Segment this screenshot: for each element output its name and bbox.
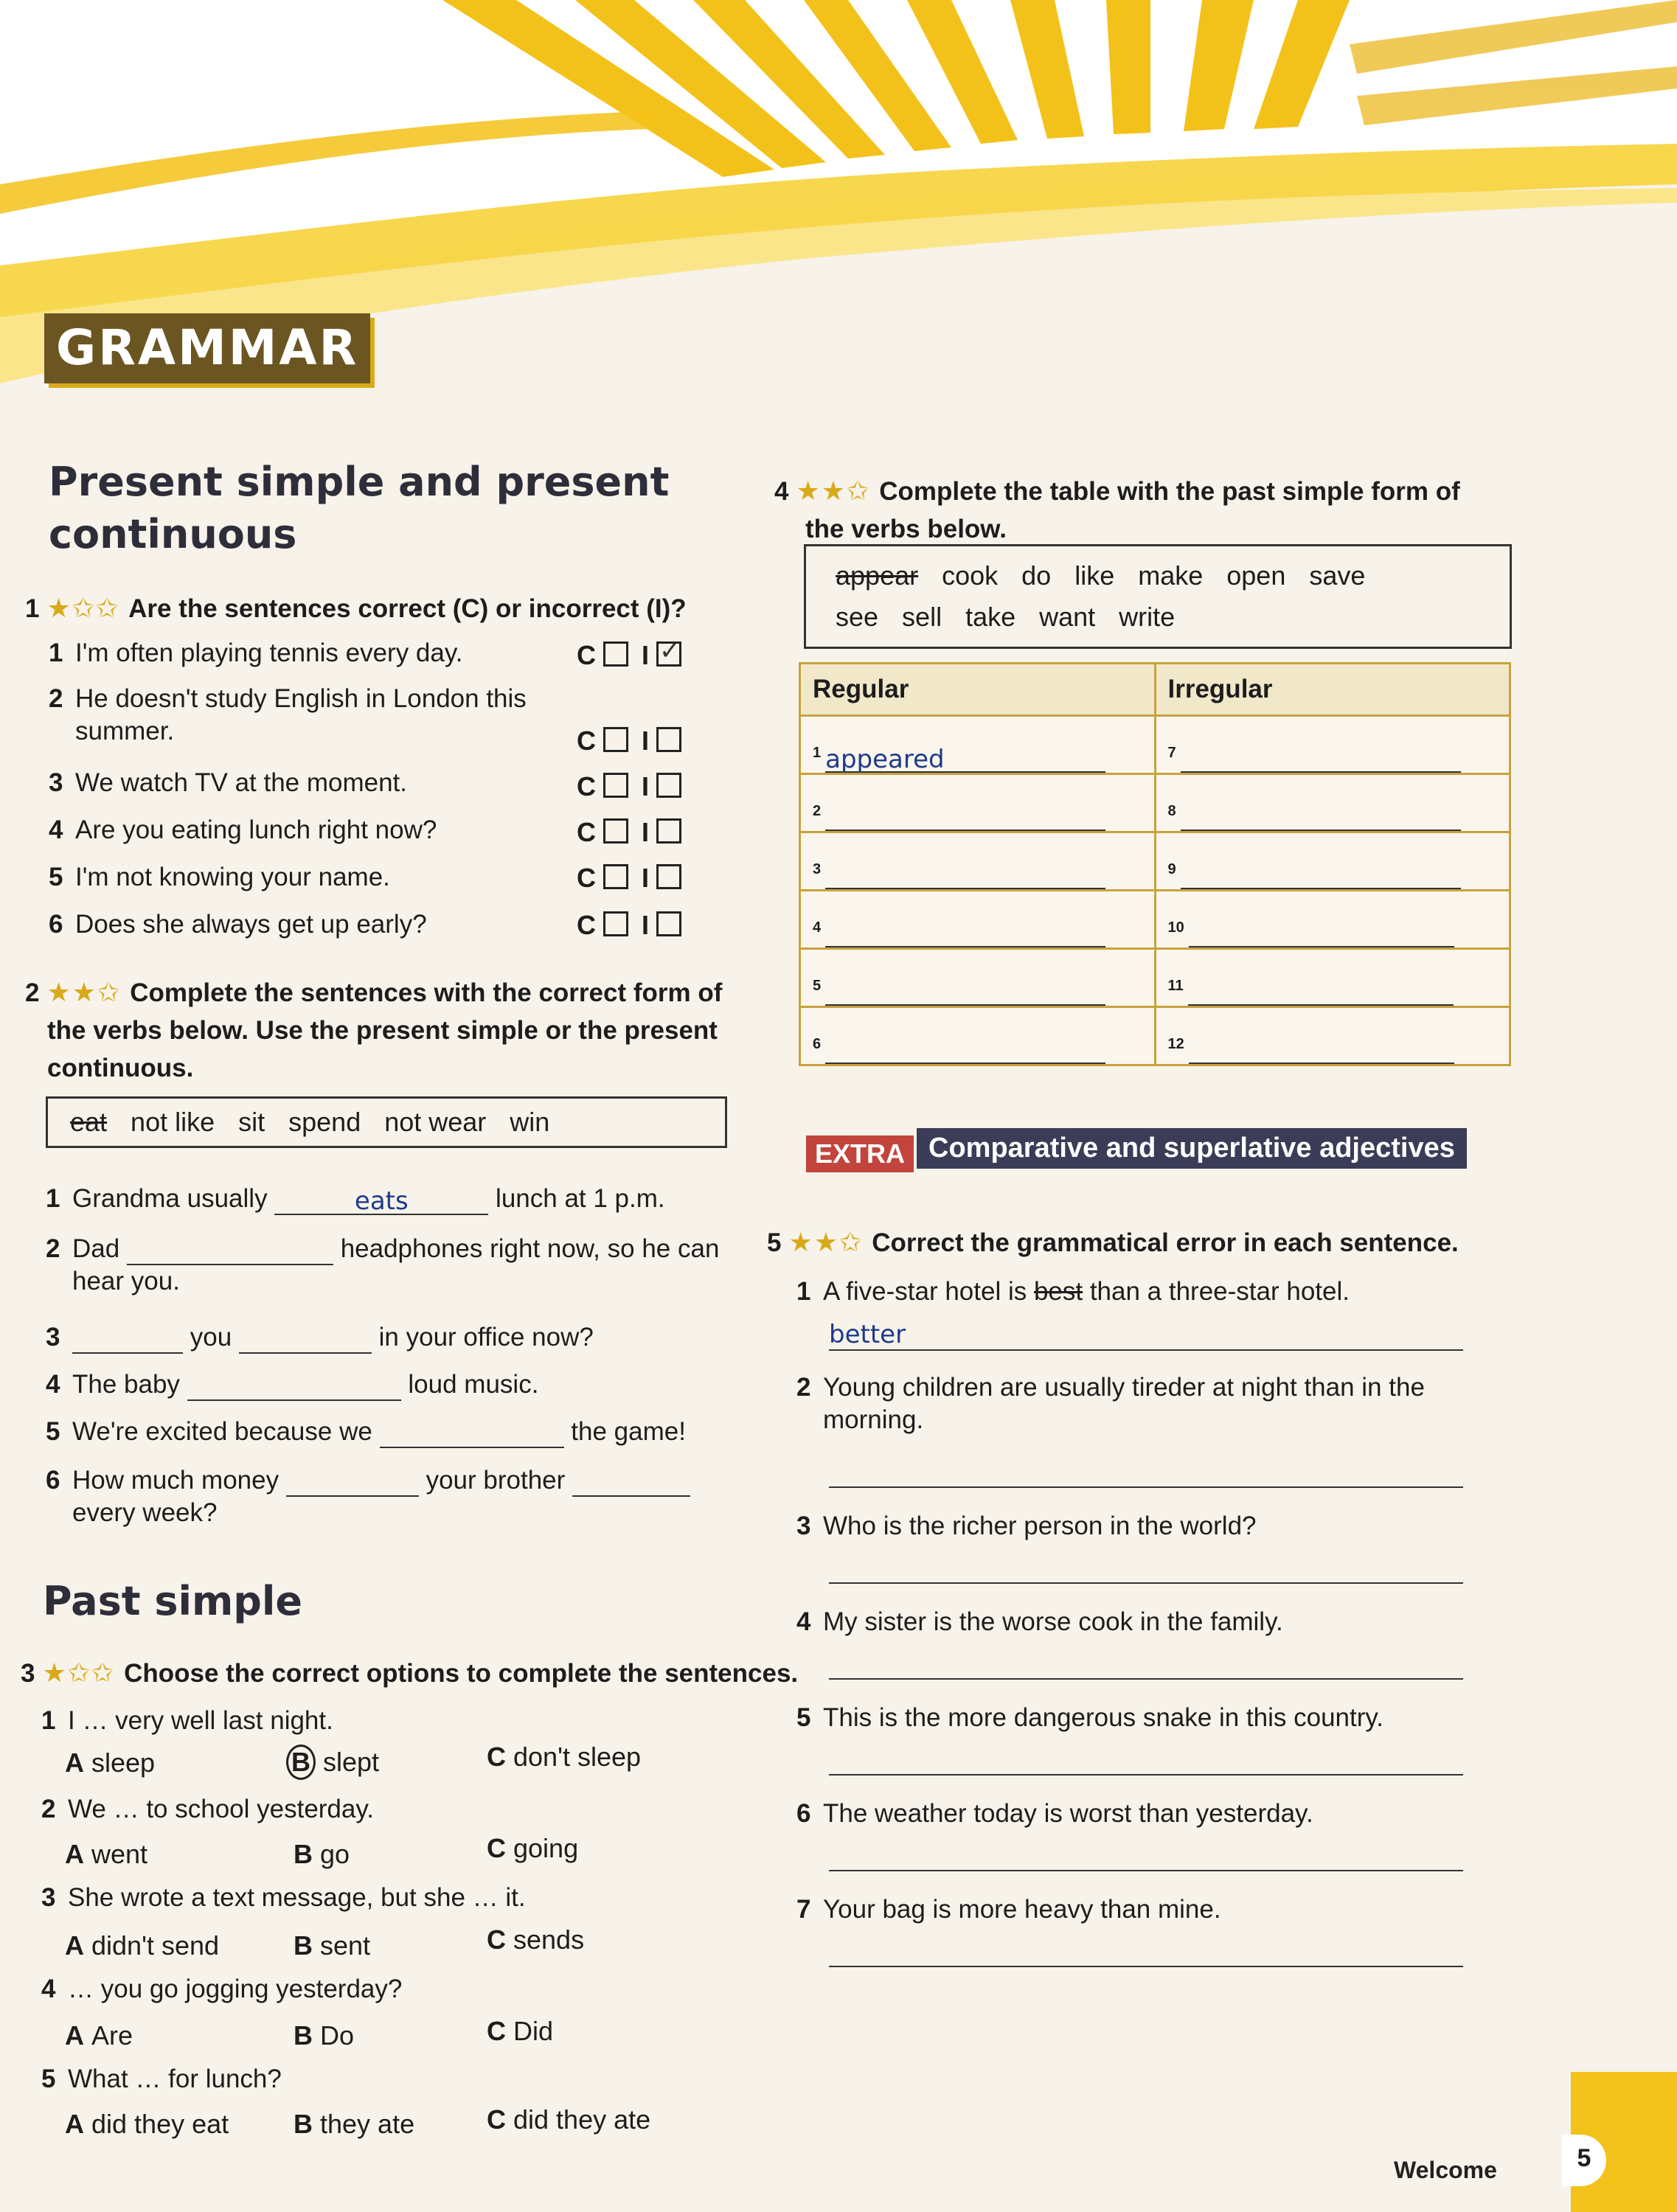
checkbox-c[interactable] [603,864,628,889]
ex3-option-1a[interactable]: A sleep [65,1747,156,1778]
ex2-item-5: 5 We're excited because we the game! [46,1416,686,1448]
ex5-item-7: 7 Your bag is more heavy than mine. [796,1895,1221,1924]
table-header-regular: Regular [800,664,1156,716]
ex3-option-3c[interactable]: C sends [487,1924,585,1955]
table-header-irregular: Irregular [1155,664,1510,716]
exercise-4-heading: 4 ★★✩ Complete the table with the past simple form of the verbs below. [774,476,1460,543]
checkbox-c[interactable] [603,773,628,798]
word-box-ex2: eat not like sit spend not wear win [46,1096,727,1148]
section-tag-grammar: GRAMMAR [44,313,370,383]
ex1-checkbox-group-6: C I [577,910,695,941]
ex5-item-6: 6 The weather today is worst than yesterday. [796,1799,1313,1828]
ex2-item-6: 6 How much money your brother every week? [46,1464,690,1529]
star-rating-icon: ★★✩ [796,476,871,506]
checkbox-i[interactable] [656,637,681,667]
ex5-answer-line-7[interactable] [829,1936,1463,1967]
circled-answer-icon: B [286,1745,316,1780]
section-title-past-simple: Past simple [43,1578,303,1624]
page-number: 5 [1562,2135,1606,2186]
ex3-option-5a[interactable]: A did they eat [65,2109,229,2139]
ex1-item-2: 2 He doesn't study English in London this summer. [49,684,527,745]
table-cell-irregular-8[interactable]: 8 [1155,774,1510,832]
exercise-number: 1 [25,594,40,623]
ex5-answer-line-4[interactable] [829,1649,1463,1680]
ex3-option-3b[interactable]: B sent [294,1930,371,1961]
section-title-line1: Present simple and present [49,459,670,505]
ex2-item-4: 4 The baby loud music. [46,1368,538,1401]
ex5-item-3: 3 Who is the richer person in the world? [796,1512,1257,1540]
ex2-item-3: 3 you in your office now? [46,1321,594,1354]
ex5-answer-line-6[interactable] [829,1840,1463,1871]
answer-blank[interactable] [187,1371,401,1401]
ex2-item-1: 1 Grandma usually eats lunch at 1 p.m. [46,1184,665,1216]
checkbox-c[interactable] [603,727,628,752]
ex1-item-4: 4 Are you eating lunch right now? [49,815,437,844]
ex3-option-4a[interactable]: A Are [65,2020,133,2051]
ex3-option-5b[interactable]: B they ate [294,2109,415,2139]
ex1-checkbox-group-5: C I [577,863,695,894]
ex1-checkbox-group-2: C I [577,726,695,757]
exercise-5-heading: 5 ★★✩ Correct the grammatical error in each sentence. [767,1227,1459,1257]
answer-blank[interactable] [286,1467,419,1497]
word-box-ex4: appear cook do like make open save see sell take want write [804,544,1512,649]
ex3-question-3: 3 She wrote a text message, but she … it. [41,1883,526,1912]
star-rating-icon: ★★✩ [788,1227,864,1257]
ex1-checkbox-group-4: C I [577,817,695,848]
ex5-answer-line-2[interactable] [829,1457,1463,1488]
exercise-instruction: Are the sentences correct (C) or incorrect (I)? [128,594,687,623]
extra-tag: EXTRA [806,1135,914,1172]
ex3-option-3a[interactable]: A didn't send [65,1930,220,1961]
ex3-question-4: 4 … you go jogging yesterday? [41,1975,403,2003]
footer-section-label: Welcome [1394,2157,1497,2183]
ex5-item-4: 4 My sister is the worse cook in the family. [796,1607,1283,1636]
ex5-item-2: 2 Young children are usually tireder at night than in the morning. [796,1373,1425,1434]
ex5-answer-line-1[interactable]: better [829,1320,1463,1351]
ex1-item-5: 5 I'm not knowing your name. [49,863,390,891]
star-rating-icon: ★✩✩ [46,593,120,623]
ex3-question-5: 5 What … for lunch? [41,2065,282,2093]
table-cell-regular-6[interactable]: 6 [800,1007,1156,1065]
exercise-3-heading: 3 ★✩✩ Choose the correct options to complete the sentences. [21,1658,799,1688]
table-cell-irregular-10[interactable]: 10 [1155,891,1510,949]
checkbox-c[interactable] [603,818,628,844]
answer-blank[interactable] [72,1324,183,1354]
answer-blank[interactable] [127,1236,333,1265]
ex2-item-2: 2 Dad headphones right now, so he can hear you. [46,1234,720,1295]
extra-section-title: Comparative and superlative adjectives [917,1128,1467,1169]
ex3-option-2c[interactable]: C going [487,1833,579,1863]
ex3-option-4c[interactable]: C Did [487,2016,554,2046]
ex1-item-3: 3 We watch TV at the moment. [49,768,408,797]
table-cell-regular-5[interactable]: 5 [800,949,1156,1007]
table-cell-regular-3[interactable]: 3 [800,832,1156,891]
checkbox-i[interactable] [656,727,681,752]
checkbox-i[interactable] [656,911,681,936]
exercise-1-heading [25,590,687,627]
table-cell-irregular-7[interactable]: 7 [1155,716,1510,774]
ex3-option-4b[interactable]: B Do [294,2020,355,2051]
ex3-option-1b-selected[interactable]: B slept [286,1745,379,1780]
ex5-answer-line-5[interactable] [829,1745,1463,1775]
ex5-item-1: 1 A five-star hotel is best than a three-star hotel. [796,1277,1350,1306]
ex3-option-1c[interactable]: C don't sleep [487,1742,642,1772]
ex3-option-2a[interactable]: A went [65,1839,148,1869]
section-title-line2: continuous [49,511,297,558]
table-cell-irregular-11[interactable]: 11 [1155,949,1510,1007]
ex3-question-1: 1 I … very well last night. [41,1706,333,1735]
ex5-item-5: 5 This is the more dangerous snake in this country. [796,1703,1384,1732]
exercise-2-heading: 2 ★★✩ Complete the sentences with the correct form of the verbs below. Use the present simple or the present continuous. [25,977,723,1082]
checkbox-i[interactable] [656,773,681,798]
check-mark-icon: ✓ [659,637,681,665]
ex1-item-1: 1 I'm often playing tennis every day. [49,639,463,667]
table-cell-regular-4[interactable]: 4 [800,891,1156,949]
answer-blank[interactable] [380,1419,564,1448]
checkbox-c[interactable] [603,641,628,667]
checkbox-i[interactable] [656,818,681,844]
ex1-checkbox-group-1: C I ✓ [577,637,681,670]
table-cell-irregular-9[interactable]: 9 [1155,832,1510,891]
ex5-answer-line-3[interactable] [829,1553,1463,1584]
table-cell-regular-2[interactable]: 2 [800,774,1156,832]
answer-blank[interactable]: eats [274,1186,488,1215]
ex1-checkbox-group-3: C I [577,771,695,802]
answer-blank[interactable] [239,1324,372,1354]
table-cell-irregular-12[interactable]: 12 [1155,1007,1510,1065]
section-title-present [49,456,669,561]
ex3-option-2b[interactable]: B go [294,1839,350,1869]
star-rating-icon: ★★✩ [46,977,122,1007]
ex3-question-2: 2 We … to school yesterday. [41,1795,374,1823]
verb-table [799,662,1511,1066]
checkbox-c[interactable] [603,911,628,936]
ex1-item-6: 6 Does she always get up early? [49,910,427,939]
star-rating-icon: ★✩✩ [42,1658,116,1688]
checkbox-i[interactable] [656,864,681,889]
table-cell-regular-1[interactable]: $^1$ appeared [800,716,1156,774]
answer-blank[interactable] [572,1467,690,1497]
ex3-option-5c[interactable]: C did they ate [487,2104,651,2135]
